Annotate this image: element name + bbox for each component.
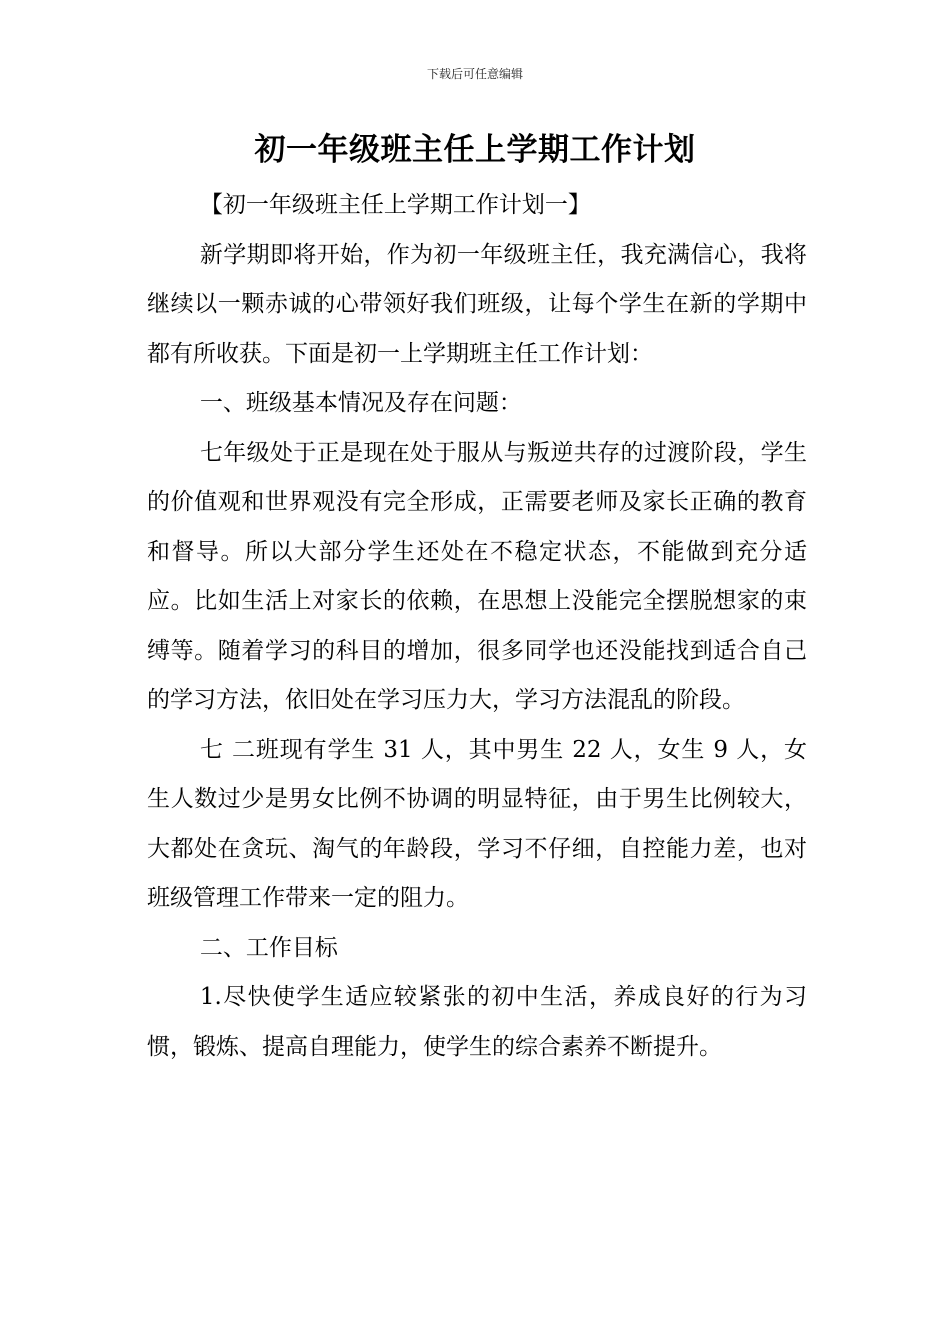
section-heading-1: 一、班级基本情况及存在问题：	[199, 390, 522, 416]
intro-paragraph: 新学期即将开始，作为初一年级班主任，我充满信心，我将继续以一颗赤诚的心带领好我们班级，让每个学生在新的学期中都有所收获。下面是初一上学期班主任工作计划：	[147, 241, 807, 367]
section-subtitle: 【初一年级班主任上学期工作计划一】	[199, 192, 591, 218]
class-situation-paragraph: 七年级处于正是现在处于服从与叛逆共存的过渡阶段，学生的价值观和世界观没有完全形成，正需要老师及家长正确的教育和督导。所以大部分学生还处在不稳定状态，不能做到充分适应。比如生活上对家长的依赖，在思想上没能完全摆脱想家的束缚等。随着学习的科目的增加，很多同学也还没能找到适合自己的学习方法，依旧处在学习压力大，学习方法混乱的阶段。	[147, 439, 807, 713]
class-stats-paragraph: 七 二班现有学生 31 人，其中男生 22 人，女生 9 人，女生人数过少是男女比例不协调的明显特征，由于男生比例较大，大都处在贪玩、淘气的年龄段，学习不仔细，自控能力差，也对班级管理工作带来一定的阻力。	[147, 736, 807, 911]
header-note: 下载后可任意编辑	[426, 67, 523, 81]
goal-item-1: 1.尽快使学生适应较紧张的初中生活，养成良好的行为习惯，锻炼、提高自理能力，使学生的综合素养不断提升。	[147, 984, 807, 1060]
page-title: 初一年级班主任上学期工作计划	[254, 132, 696, 168]
document-body	[147, 181, 807, 1072]
section-heading-2: 二、工作目标	[199, 934, 338, 961]
